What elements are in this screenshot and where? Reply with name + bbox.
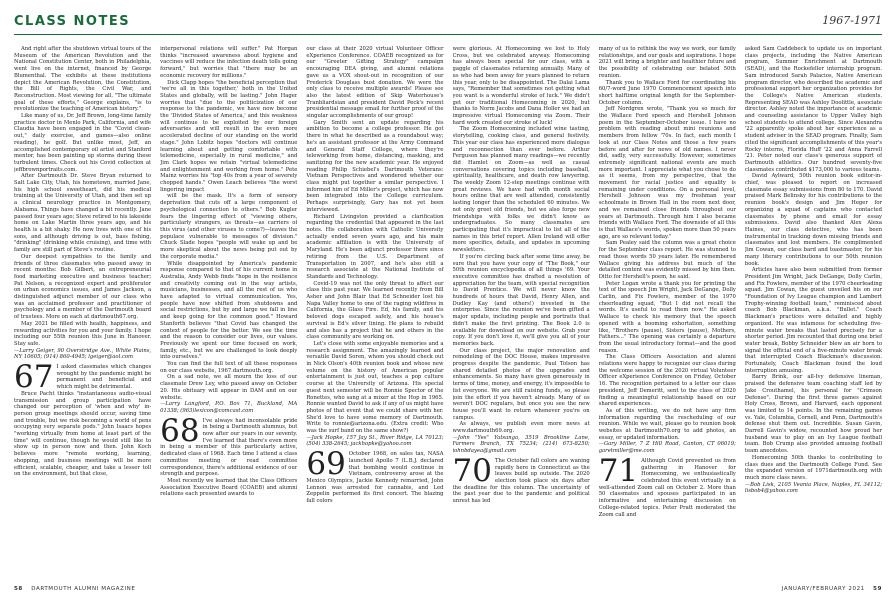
issue-date: JANUARY/FEBRUARY 2021 <box>781 586 865 592</box>
class-notes-columns <box>14 46 882 576</box>
paragraph: David Aylward, 50th reunion book editor-in-chief, was pleased to report on increased classmate essay submissions from 80 to 170. David praised Mark Belinsky for his contributions to the reunion book's design and Jim Heger for organizing a squad of captains who contacted classmates by phone and email for essay submissions. David also thanked Alex Alexa Haines, our class detective, who has been instrumental in tracking down missing friends and classmates and lost members. He complimented Jim Cowan, our class bard and toastmaster, for his many literary contributions to our 50th reunion book. <box>744 173 883 267</box>
paragraph: interpersonal relations will suffer." Pat Horgan thinks "increased awareness about hygiene and vaccines will reduce the infection death tolls going forward," but worries that "there may be an economic recovery for millions." <box>160 46 298 79</box>
paragraph: Jeff Nordgren wrote, "Thank you so much for the Wallace Ford speech and Hershell Johnson poem in the September-October issue. I have no problem with reading about mini reunions and members from fellow '70s. In fact, each month I look at our Class Notes and those a few years before and after for news of old names. I never did, sadly, very successfully. However, sometimes extremely significant national events are much more important. I appreciate what you chose to do as it seems, from my perspective, that the movement for racial justice and equality is remaining under conditions. On a personal level, Hershell Johnson was my freshman year schoolmate in Brown Hall in the room next door, and we remained close friends throughout our years at Dartmouth. Through him I also became friends with Wallace Ford. The downside of all this is that Wallace's words, spoken more than 50 years ago, are so relevant today." <box>598 106 736 240</box>
paragraph: I asked classmates which changes wrought by the pandemic might be permanent and beneficial and which might be detrimental. <box>56 364 152 391</box>
paragraph: Sam Pealey said the column was a great choice for the September class report. He was stunned to read those words 50 years later. He remembered Wallace giving his address but much of the detailed content was evidently missed by him then. Ditto for Hershell's poem, he said. <box>598 240 736 280</box>
class-year-number: 67 <box>14 364 54 396</box>
paragraph: Like many of us, Dr. Jeff Brown, long-time family practice doctor in Menlo Park, California, and wife Claudia have been engaged in the "Covid clean-out," daily exercise, and games—also online reading), he golf. But unlike most, Jeff, an accomplished contemporary oil artist and Stanford mentor, has been painting up storms during these turbulent times. Check out his Covid collection at jeffbrownportraits.com. <box>14 113 152 173</box>
paragraph: Most recently we learned that the Class Officers Association Executive Board (COAEB) and alumni relations each presented awards to <box>160 478 298 498</box>
paragraph: While disappointed by America's pandemic response compared to that of his current home in Australia, Andy Webb finds "hope in the resilience and creativity coming out in the way artists, musicians, businesses, and all the rest of us who have adapted to virtual communication. Yes, people have now shifted from shutdowns and social restrictions, but by and large we fall in line and keep going for the common good." Howard Stanforth believes "that Covid has changed the context of people for the better. We see the time and the reason to consider our lives, our values. Previously we spent our time focused on work, family, etc., but we are challenged to look deeply into ourselves." <box>160 260 298 361</box>
paragraph: As always, we publish even more news at www.dartmouth69.org. <box>452 421 590 435</box>
section-title: CLASS NOTES <box>14 14 131 29</box>
footer-left <box>14 586 135 592</box>
paragraph: Gary Smith sent an update regarding his ambition to become a college professor. He got there in what he described as a roundabout way; he's an assistant professor at the Army Command and General Staff College, where they're teleworking from home, distancing, masking, and sanitizing for the new academic year. He enjoyed reading Philip Schiebel's Dartmouth Veterans: Vietnam Perspectives and wondered whether our class might put together a similar perspective. I informed him of Ed Miller's project, which has now been integrated into the College curriculum. Perhaps surprisingly, Gary has not yet been interviewed. <box>306 119 444 213</box>
paragraph: Homecoming 50th thanks to contributing to class dues and the Dartmouth College Fund. See the expanded version of 1971dartmouth.org with much more class news. <box>744 454 883 481</box>
paragraph: On a sad note, we all mourn the loss of our classmate Drew Ley, who passed away on October 20. His obituary will appear in DAM and on our website. <box>160 374 298 401</box>
paragraph: You can find the full text of all these responses on our class website, 1967.dartmouth.org. <box>160 361 298 374</box>
paragraph: Barry Brink, our all-Ivy defensive lineman, praised the defensive team coaching staff led by Jake Crouthamel, his personal for "Crimson Defense". During the first three games against Holy Cross, Brown, and Harvard, each opponent was limited to 14 points. In the remaining games vs. Yale, Columbia, Cornell, and Penn, Dartmouth's defense shut them out. Incredible. Susan Gavin, Darrell Gavin's widow, recounted how proud her husband was to play on an Ivy League football team. Bob Crump also provided amusing football team anecdotes. <box>744 374 883 455</box>
paragraph: Richard Livingston provided a clarification regarding the credential that appeared in the last notes. His collaboration with Catholic University actually ended seven years ago, and his main academic affiliation is with the University of Maryland. He's been adjunct professor there since retiring from the U.S. Department of Transportation in 2007, and he's also still a research associate at the National Institute of Standards and Technology. <box>306 213 444 280</box>
class-secretary-contact: —Gary Miller, 7 Z Hill Road, Canton, CT 06019; garetmiller@me.com <box>598 441 736 455</box>
column-2 <box>160 46 297 576</box>
column-6 <box>745 46 882 576</box>
class-secretary-contact: —John "Yes" Yatsanga, 3519 Brookline Lane, Farmers Branch, TX 75234; (214) 673-8250; johnbdayea@gmail.com <box>452 434 590 455</box>
paragraph: Bruce Pacht thinks "instantaneous audio-visual transmission and group participation have changed our perception of 'when and why' in-person group meetings should occur, saving time and trouble, but we risk becoming a world of pens occupying very separate pods." John Isaacs hopes "working virtually from home at least part of the time" will continue, though he would still like to show up in person now and then. John Koch believes more "remote working, learning, shopping, and business meetings will be more efficient, scalable, cheaper, and take a lesser toll on the environment, but that close, <box>14 390 152 478</box>
column-3 <box>306 46 443 576</box>
paragraph: As of this writing, we do not have any firm information regarding the rescheduling of our reunion. While we wait, please go to reunion book websites at Dartmouth70.org to add photos, an essay, or updated information. <box>598 407 736 441</box>
footer-right <box>782 586 882 592</box>
paragraph: I've always had inconsolable pride in being a Dartmouth alumnus, but now after our years in our seventy. I've learned that there's even more in being a member of this particularly active, dedicated class of 1968. Each time I attend a class committee meeting or read committee correspondence, there's additional evidence of our strength and purpose. <box>160 417 298 478</box>
paragraph: many of us to rethink the way we work, our family relationships, and our goals and aspirations. I hope 2021 will bring a brighter and healthier future and the possibility of celebrating our belated 50th reunion. <box>598 46 736 79</box>
class-year-number: 68 <box>160 417 200 449</box>
column-1 <box>14 46 151 576</box>
class-year-number: 69 <box>306 451 346 483</box>
class-secretary-contact: —Jack Hopke, 157 Jay St., River Ridge, LA 70123; (504) 338-2645; jackhopke@yahoo.com <box>306 434 444 448</box>
paragraph: asked Sam Caddebeck to update us on important class projects, including the Native American program, Summer Enrichment at Dartmouth (SEAD), and the Rockefeller internship program. Sam introduced Sarah Palacios, Native American program director, who described the academic and professional support her organization provides for the College's Native American students. Representing SEAD was Ashley Doolittle, associate director. Ashley noted the importance of academic and counseling assistance to Upper Valley high school students to attend college. Since Alexandra '22 apparently spoke about her experience as a student adviser in the SEAD program. Finally, Sam cited the significant accomplishments of this year's Rocky interns, Florida Huff '22 and Anna Farrell '21. Peter noted our class's generous support of Dartmouth athletics. Our hundred seventy-five classmates contributed $173,000 to various teams. <box>744 46 883 173</box>
class-secretary-contact: —Bob Lisk, 2105 Veania Place, Naples, FL 34112; lisbob4@yahoo.com <box>744 481 883 495</box>
paragraph: October 1968, on sales tax, NASA launched Apollo 7 (L.B.J. declared that bombing would continue in Vietnam, controversy arose at the Mexico Olympics, Jackie Kennedy remarried, John Lennon was arrested for cannabis, and Led Zeppelin performed its first concert. The blazing fall colors <box>306 451 444 505</box>
magazine-name: DARTMOUTH ALUMNI MAGAZINE <box>31 586 136 592</box>
paragraph: will be the mask. It's a form of sensory deprivation that cuts off a large component of psychological connection to others." Bob Kugler fears the lingering effect of "viewing others, particularly strangers, as threats—as carriers of this virus (and other viruses to come?)—leaves the populace vulnerable to messages of division." Chuck Slade hopes "people will wake up and be more skeptical about the news being put out by the corporate media." <box>160 193 298 260</box>
paragraph: After Dartmouth Dr. Steve Bryan returned to Salt Lake City, Utah, his hometown, married Jane, his high school sweetheart, did his medical training at the University of Utah, and then set up a clinical neurology practice in Montgomery, Alabama. Things have changed a bit recently. Jane passed four years ago; Steve retired to his lakeside home on Lake Martin three years ago, and his health is a bit shaky. He now lives with one of his sons, and although driving is out, bass fishing, "drinking" (drinking while cruising), and time with family are still part of Steve's routine. <box>14 173 152 254</box>
paragraph: Covid-19 was not the only threat to affect our class this past year. We learned recently from Bill Asher and John Blair that Ed Schneider lost his Napa Valley home to one of the raging wildfires in California, the Glass Fire. Ed, his family, and his beloved dogs escaped safely, and his house's survival is Ed's silver lining. He plans to rebuild and also has a project that he and others in the class community are working on. <box>306 280 444 341</box>
page-number-left: 58 <box>14 586 23 592</box>
column-5 <box>599 46 736 576</box>
class-year-number: 70 <box>452 457 492 489</box>
paragraph: Let's close with some enjoyable memories and a research assignment. The amazingly learned and versatile David Soren, whom you should check out in Nick Olson's 40th reunion book and whose new volume on the history of American popular entertainment is just out, teaches a pop culture course at the University of Arizona. His special guest next semester will be Ronnie Spector of the Ronettes, who sang at a mixer at the Hop in 1965. Ronnie wanted David to ask if any of us might have photos of that event that we could share with her. She'd love to have some memory of Dartmouth. Write to ronnie@arizona.edu. (Extra credit: Who was the surf band on the same show?) <box>306 340 444 435</box>
class-secretary-contact: —Larry Geiger, 90 Overstridge Ave., White Plains, NY 10605; (914) 860-4945; lgeiger@aol.com <box>14 347 152 361</box>
paragraph: The October fall colors are waning rapidly here in Connecticut as the leaves build up outside. The 2020 election took place six days after the deadline for this column. The uncertainty of the past year due to the pandemic and political unrest has led <box>452 457 590 505</box>
page-header <box>0 0 896 44</box>
class-year-number: 71 <box>598 457 639 489</box>
class-secretary-contact: —Larry Langford, P.O. Box 71, Buckland, MA 01338; (963)lexicon@comcast.com <box>160 401 298 414</box>
class-years-range: 1967-1971 <box>822 14 882 27</box>
paragraph: Thank you to Wallace Ford for coordinating his 60/7-word June 1970 Commencement speech into short halftime original length for the September-October column. <box>598 79 736 106</box>
paragraph: And right after the shutdown virtual tours of the Museum of the American Revolution and the National Constitution Center, both in Philadelphia, went live on the internet, financed by George Blumenthal. The exhibits at these institutions depict the American Revolution, the Constitution, the Bill of Rights, the Civil War, and Reconstruction. Most viewing for all. "The ultimate goal of these efforts," George explains, "is to revolutionize the teaching of American history." <box>14 46 152 113</box>
class-year-section <box>306 451 443 505</box>
paragraph: Although Covid prevented us from gathering in Hanover for Homecoming, we enthusiastically celebrated this event virtually in a well-attended Zoom call on October 2. More than 50 classmates and spouses participated in an informative and entertaining discussion on College-related topics. Peter Pratt moderated the Zoom call and <box>598 457 736 518</box>
paragraph: were glorious. At Homecoming we lost to Holy Cross, but we celebrated anyway. Homecoming has always been special for our class, with a gaggle of classmates returning annually. Many of us who had been away for years planned to return this year, only to be disappointed. The Dalai Lama says, "Remember that sometimes not getting what you want is a wonderful stroke of luck." We didn't get our traditional Homecoming in 2020, but thanks to Norm Jacobs and Dana Holler we had an impressive virtual Homecoming via Zoom. Their hard work created our stroke of luck! <box>452 46 590 126</box>
paragraph: The Class Officers Association and alumni relations were happy to recognize our class during the welcome session of the 2020 virtual Volunteer Officer eXperience Conference on Friday, October 16. The recognition pertained to a letter our class president, Jeff Demeritt, sent to the class of 2020 finding a meaningful relationship based on our shared experiences. <box>598 354 736 408</box>
paragraph: Our class project, the major renovation and remodeling of the DOC House, makes impressive progress despite the pandemic. Paul Tolson has shared detailed photos of the upgrades and enhancements. So many have given generously in terms of time, money, and energy, it's impossible to list everyone. We are still raising funds, so please join the effort if you haven't already. Many of us weren't DOC regulars, but once you see the new house you'll want to return whenever you're on campus. <box>452 347 590 421</box>
paragraph: May 2021 be filled with health, happiness, and rewarding activities for you and your family. I hope including our 55th reunion this June in Hanover. Stay safe. <box>14 320 152 347</box>
class-year-section <box>599 458 736 518</box>
column-4 <box>453 46 590 576</box>
paragraph: Peter Logan wrote a thank you for printing the text of the speech Jim Wright, Jack DeGange, Dolly Carlin, and Fix Fowlers, member of the 1970 cheerleading squad, "But I did not recall the words. It's useful to read them now." He asked Wallace to check his memory that the speech opened with a booming exhortation, something like, "Brothers (pause), Sisters (pause), Mothers, Fathers..." The opening was certainly a departure from the usual introductory format—and the good reason. <box>598 280 736 354</box>
paragraph: Our deepest sympathies to the family and friends of three classmates who passed away in recent months: Bob Gilbert, an entrepreneurial food marketing executive and business teacher; Pat Nelson, a recognized expert and proliferator on urban economics issues, and James Jackson, a distinguished adjunct member of our class who was an acclaimed professor and practitioner of psychology and a member of the Dartmouth board of trustees. More on each at dartmouth67.org. <box>14 253 152 321</box>
paragraph: If you're circling back after some time away, be sure that you have your copy of "The Book," our 50th reunion encyclopedia of all things '69. Your executive committee has drafted a resolution of appreciation for the team, with special recognition to David Prentice. We will never know the hundreds of hours that David, Henry Allen, and Dudley Kay (and others!) invested in the enterprise. Since the reunion we've been gifted a major update, including people and portraits that didn't make the first printing. The Book 2.0 is available for download on our website. Grab your copy. If you don't love it, we'll give you all of your memories back. <box>452 253 590 347</box>
class-year-section <box>453 458 590 505</box>
header-rule <box>14 34 882 35</box>
class-year-section <box>14 364 151 478</box>
paragraph: Articles have also been submitted from former President Jim Wright, Jack DeGange, Dolly Carlin, and Fix Fowlers, member of the 1970 cheerleading squad. Jim Cowan, the guest unveiled his on our "Foundation of Ivy League champion and Lambert Trophy-winning football team," reminisced about coach Bob Blackman, a.k.a. "Bullet." Coach Blackman's practices were detailed and highly organized. He was infamous for scheduling five-minute water breaks that lasted precisely for a shorter period. Jim recounted that during one brief water break, Bobby Schneider blew an air horn to signal the official end of a five-minute water break that interrupted Coach Blackman's discussion. Fortunately, Coach Blackman found the loud interruption amusing. <box>744 267 883 374</box>
class-year-section <box>160 418 297 498</box>
page-footer <box>14 584 882 596</box>
paragraph: our class at their 2020 virtual Volunteer Officer eXperience Conference. COAEB recognized us for our "Greeter Gifting Strategy" campaign encouraging DEA giving, and alumni relations gave us a VOX shout-out in recognition of our Frederick Douglass bust donation. We were the only class to receive multiple awards! Please see also the latest edition of Skip Waterhouse's Tranbliardsian and president David Peck's recent presidential message email for further proof of the singular accomplishments of our group! <box>306 46 444 120</box>
page-number-right: 59 <box>873 586 882 592</box>
paragraph: Dick Clapp hopes "the beneficial perception that 'we're all in this together,' both in the United States and globally, will be lasting." John Hager worries that "due to the politicization of our response to the pandemic, we have now become the 'Divided States of America,' and this weakness will continue to be exploited by our foreign adversaries and will result in the even more accelerated decline of our standing on the world stage." John Lobitz hopes "doctors will continue learning about and getting comfortable with telemedicine, especially in rural medicine," and Jim Clark hopes we retain "virtual telemedicine and enlightenment and working from home." Pete Mainz worries his "top 40s from a year of severely chopped hands." Owen Leach believes "the worst lingering impact <box>160 79 298 193</box>
paragraph: The Zoom Homecoming included wine tasting, storytelling, cooking class, and general festivity. This year our class has experienced more dialogue and reconnection than ever before. Arthur Ferguson has planned many readings—we recently did Hamlet on Zoom—as well as casual conversations covering topics including baseball, spirituality, healthcare, and death row lawyering. The weekly Zoom 12-step meetings continue with great reviews. We have had with month social hours online that are well attended, consistently lasting longer than the scheduled 60 minutes. We not only greet old friends, but we also forge new friendships with folks we didn't know as undergraduates. So many classmates are participating that it's impractical to list all of the names in this brief report. Allen Ireland will offer more specifics, details, and updates in upcoming newsletters. <box>452 126 590 254</box>
